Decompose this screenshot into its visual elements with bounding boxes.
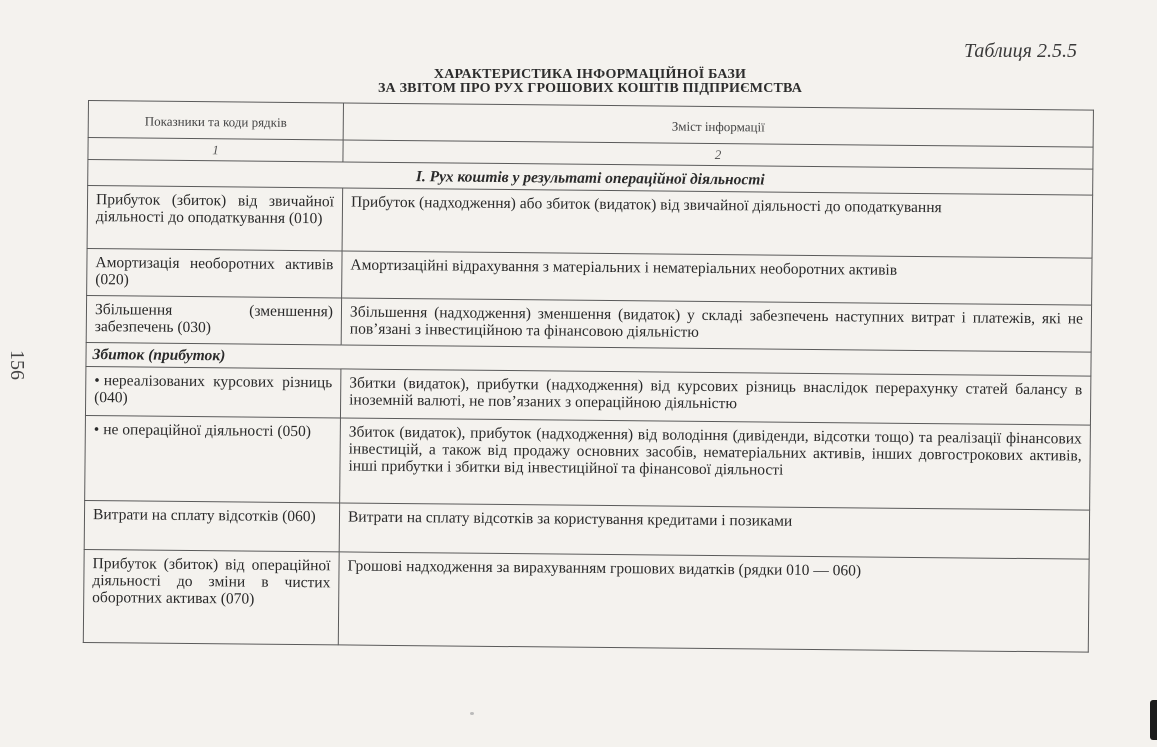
content-cell: Збитки (видаток), прибутки (надходження) від курсових різниць внаслідок перерахунку статей балансу в іноземній валюті, не пов’язаних з операційною діяльністю bbox=[340, 369, 1090, 425]
page-number: 156 bbox=[6, 350, 28, 380]
information-table-wrapper bbox=[82, 100, 1093, 694]
indicator-cell: Збільшення (зменшення) забезпечень (030) bbox=[86, 295, 341, 344]
content-cell: Прибуток (надходження) або збиток (видаток) від звичайної діяльності до оподаткування bbox=[342, 188, 1093, 258]
column-number-1: 1 bbox=[88, 138, 343, 162]
indicator-cell bbox=[85, 366, 340, 417]
content-cell: Збиток (видаток), прибуток (надходження) від володіння (дивіденди, відсотки тощо) та реалізації фінансових інвестицій, а також від продажу основних засобів, нематеріальних активів, інших довгострокових активів, інші прибутки і збитки від інвестиційної та фінансової діяльності bbox=[340, 418, 1091, 510]
content-cell: Амортизаційні відрахування з матеріальних і нематеріальних необоротних активів bbox=[342, 251, 1092, 305]
table-label: Таблиця 2.5.5 bbox=[964, 40, 1077, 62]
content-cell: Грошові надходження за вирахуванням грошових видатків (рядки 010 — 060) bbox=[338, 552, 1089, 652]
column-number-2: 2 bbox=[343, 140, 1093, 169]
document-title bbox=[280, 68, 900, 96]
indicator-cell: Прибуток (збиток) від операційної діяльності до зміни в чистих оборотних активах (070) bbox=[83, 549, 339, 644]
indicator-cell: Амортизація необоротних активів (020) bbox=[87, 248, 342, 297]
indicator-cell: Витрати на сплату відсотків (060) bbox=[84, 500, 339, 551]
title-line-2: ЗА ЗВІТОМ ПРО РУХ ГРОШОВИХ КОШТІВ ПІДПРИЄМСТВА bbox=[377, 81, 803, 96]
indicator-text: не операційної діяльності (050) bbox=[103, 421, 312, 441]
table-row bbox=[87, 186, 1093, 259]
scan-edge-mark bbox=[1150, 700, 1157, 740]
information-table bbox=[83, 100, 1094, 653]
bullet-icon: • bbox=[94, 372, 100, 390]
indicator-text: нереалізованих курсових різниць (040) bbox=[94, 372, 333, 407]
indicator-cell: Прибуток (збиток) від звичайної діяльності до оподаткування (010) bbox=[87, 186, 343, 251]
header-indicators: Показники та коди рядків bbox=[88, 101, 343, 140]
section-title: І. Рух коштів у результаті операційної діяльності bbox=[88, 160, 1093, 196]
content-cell: Збільшення (надходження) зменшення (видаток) у складі забезпечень наступних витрат і платежів, які не пов’язані з інвестиційною та фінансовою діяльністю bbox=[341, 298, 1091, 352]
subheading: Збиток (прибуток) bbox=[86, 342, 1091, 376]
scan-smudge bbox=[470, 712, 474, 715]
bullet-icon: • bbox=[93, 421, 100, 439]
content-cell: Витрати на сплату відсотків за користування кредитами і позиками bbox=[339, 503, 1089, 559]
title-line-1: ХАРАКТЕРИСТИКА ІНФОРМАЦІЙНОЇ БАЗИ bbox=[433, 67, 747, 82]
header-content: Зміст інформації bbox=[343, 103, 1093, 147]
indicator-cell bbox=[85, 415, 341, 502]
table-row bbox=[83, 549, 1089, 652]
table-row bbox=[85, 415, 1091, 510]
